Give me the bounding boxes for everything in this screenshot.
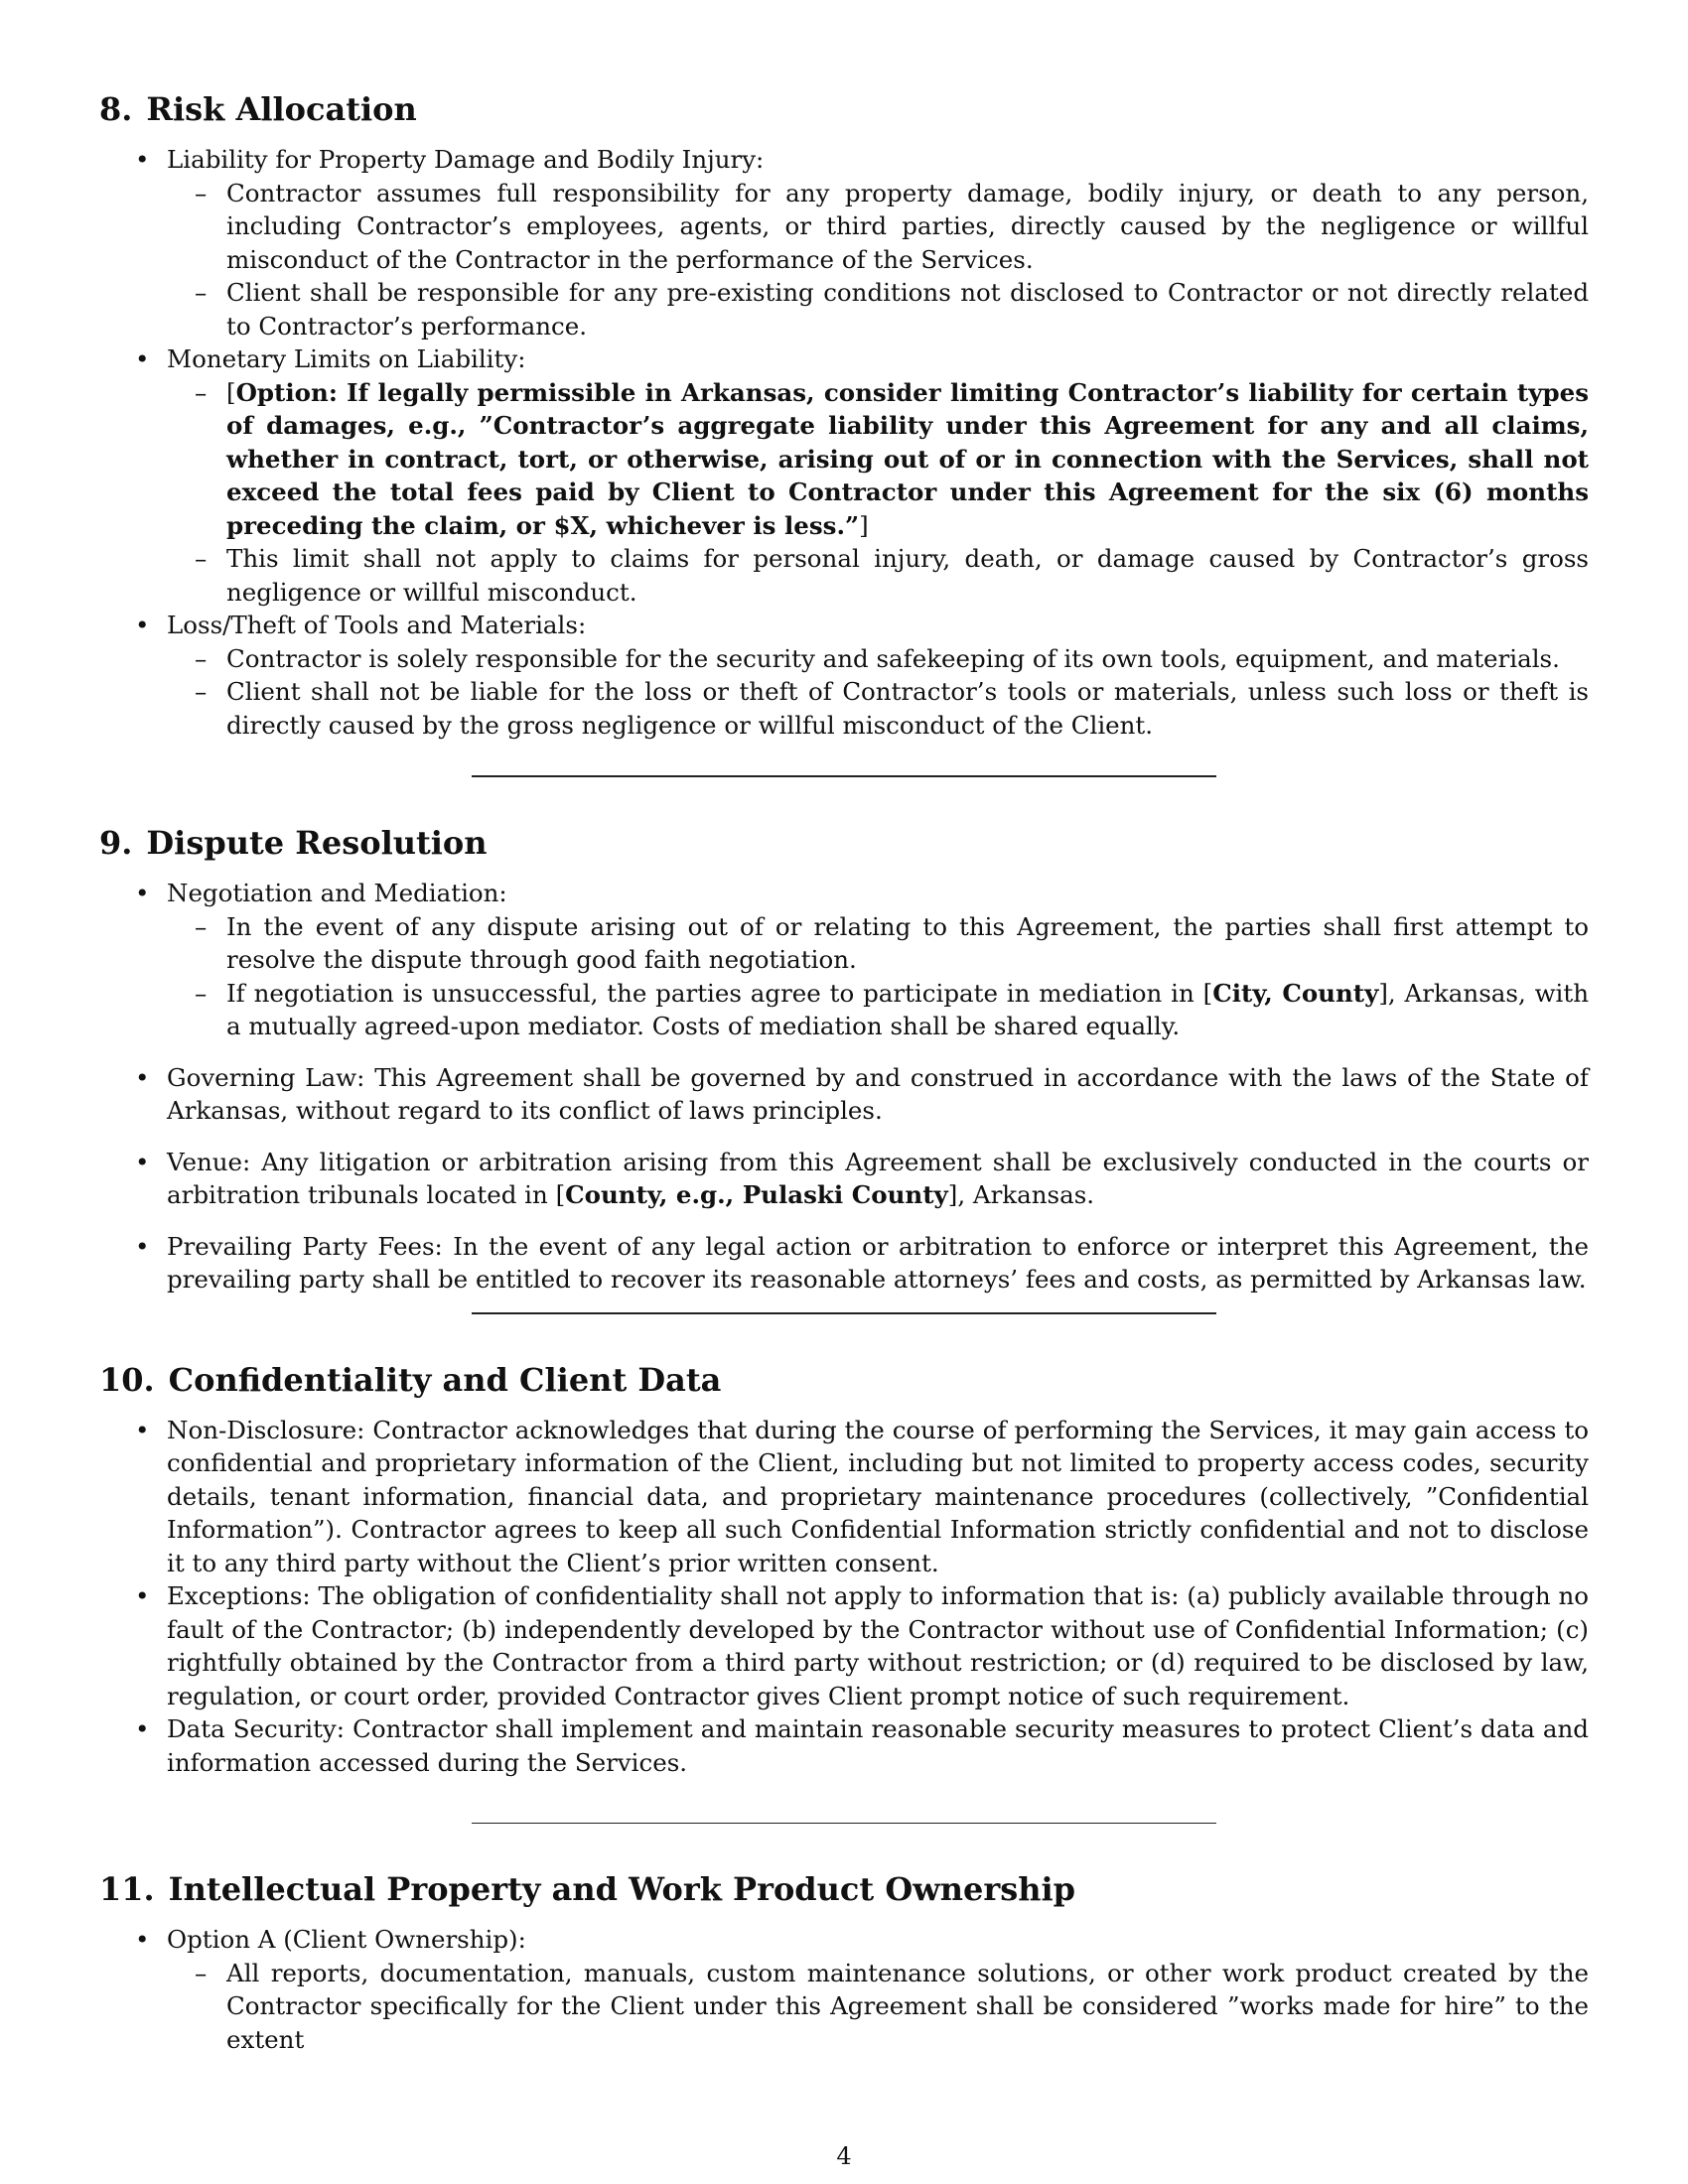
sub-list-item: – If negotiation is unsuccessful, the parties agree to participate in mediation in [City, County], Arkansas, with a mutually agreed-upon mediator. Costs of mediation shall be shared equally. — [165, 977, 1589, 1043]
sub-list-item: – All reports, documentation, manuals, custom maintenance solutions, or other work product created by the Contractor specifically for the Client under this Agreement shall be considered ”works made for hire” to the extent — [165, 1957, 1589, 2057]
sub-list-item: – This limit shall not apply to claims for personal injury, death, or damage caused by Contractor’s gross negligence or willful misconduct. — [165, 542, 1589, 609]
section-8-list — [99, 143, 1589, 742]
list-item: • Governing Law: This Agreement shall be governed by and construed in accordance with the laws of the State of Arkansas, without regard to its conflict of laws principles. — [99, 1061, 1589, 1128]
list-item: • Prevailing Party Fees: In the event of any legal action or arbitration to enforce or interpret this Agreement, the prevailing party shall be entitled to recover its reasonable attorneys’ fees and costs, as permitted by Arkansas law. — [99, 1230, 1589, 1297]
section-8-heading: 8. Risk Allocation — [99, 90, 417, 128]
section-divider — [472, 1823, 1216, 1824]
section-divider — [472, 775, 1216, 777]
section-11-list — [99, 1923, 1589, 2056]
list-item: • Data Security: Contractor shall implement and maintain reasonable security measures to protect Client’s data and information accessed during the Services. — [99, 1712, 1589, 1779]
section-9-list — [99, 877, 1589, 1297]
sub-list-item-option: – [Option: If legally permissible in Arkansas, consider limiting Contractor’s liability for certain types of damages, e.g., ”Contractor’s aggregate liability under this Agreement for any and all claims, whether in contract, tort, or otherwise, arising out of or in connection with the Services, shall not exceed the total fees paid by Client to Contractor under this Agreement for the six (6) months preceding the claim, or $X, whichever is less.”] — [165, 376, 1589, 543]
section-11-heading: 11. Intellectual Property and Work Product Ownership — [99, 1870, 1076, 1908]
list-item: • Liability for Property Damage and Bodily Injury: – Contractor assumes full responsibility for any property damage, bodily injury, or death to any person, including Contractor’s employees, agents, or third parties, directly caused by the negligence or willful misconduct of the Contractor in the performance of the Services. – Client shall be responsible for any pre-existing conditions not disclosed to Contractor or not directly related to Contractor’s performance. — [99, 143, 1589, 342]
list-item: • Monetary Limits on Liability: – [Option: If legally permissible in Arkansas, consider limiting Contractor’s liability for certain types of damages, e.g., ”Contractor’s aggregate liability under this Agreement for any and all claims, whether in contract, tort, or otherwise, arising out of or in connection with the Services, shall not exceed the total fees paid by Client to Contractor under this Agreement for the six (6) months preceding the claim, or $X, whichever is less.”] – This limit shall not apply to claims for personal injury, death, or damage caused by Contractor’s gross negligence or willful misconduct. — [99, 342, 1589, 609]
section-divider — [472, 1312, 1216, 1314]
sub-list-item: – Contractor assumes full responsibility for any property damage, bodily injury, or death to any person, including Contractor’s employees, agents, or third parties, directly caused by the negligence or willful misconduct of the Contractor in the performance of the Services. — [165, 177, 1589, 277]
list-item: • Option A (Client Ownership): – All reports, documentation, manuals, custom maintenance solutions, or other work product created by the Contractor specifically for the Client under this Agreement shall be considered ”works made for hire” to the extent — [99, 1923, 1589, 2056]
section-10-heading: 10. Confidentiality and Client Data — [99, 1360, 722, 1399]
page-number: 4 — [836, 2142, 852, 2170]
section-9-heading: 9. Dispute Resolution — [99, 824, 488, 862]
sub-list-item: – Contractor is solely responsible for the security and safekeeping of its own tools, equipment, and materials. — [165, 642, 1589, 676]
list-item: • Exceptions: The obligation of confidentiality shall not apply to information that is: (a) publicly available through no fault of the Contractor; (b) independently developed by the Contractor without use of Confidential Information; (c) rightfully obtained by the Contractor from a third party without restriction; or (d) required to be disclosed by law, regulation, or court order, provided Contractor gives Client prompt notice of such requirement. — [99, 1579, 1589, 1712]
list-item: • Negotiation and Mediation: – In the event of any dispute arising out of or relating to this Agreement, the parties shall first attempt to resolve the dispute through good faith negotiation. – If negotiation is unsuccessful, the parties agree to participate in mediation in [City, County], Arkansas, with a mutually agreed-upon mediator. Costs of mediation shall be shared equally. — [99, 877, 1589, 1043]
sub-list-item: – Client shall not be liable for the loss or theft of Contractor’s tools or materials, unless such loss or theft is directly caused by the gross negligence or willful misconduct of the Client. — [165, 675, 1589, 742]
sub-list-item: – In the event of any dispute arising out of or relating to this Agreement, the parties shall first attempt to resolve the dispute through good faith negotiation. — [165, 910, 1589, 977]
list-item: • Venue: Any litigation or arbitration arising from this Agreement shall be exclusively conducted in the courts or arbitration tribunals located in [County, e.g., Pulaski County], Arkansas. — [99, 1146, 1589, 1212]
document-page — [99, 89, 1589, 2056]
section-10-list — [99, 1414, 1589, 1780]
list-item: • Non-Disclosure: Contractor acknowledges that during the course of performing the Services, it may gain access to confidential and proprietary information of the Client, including but not limited to property access codes, security details, tenant information, financial data, and proprietary maintenance procedures (collectively, ”Confidential Information”). Contractor agrees to keep all such Confidential Information strictly confidential and not to disclose it to any third party without the Client’s prior written consent. — [99, 1414, 1589, 1580]
list-item: • Loss/Theft of Tools and Materials: – Contractor is solely responsible for the security and safekeeping of its own tools, equipment, and materials. – Client shall not be liable for the loss or theft of Contractor’s tools or materials, unless such loss or theft is directly caused by the gross negligence or willful misconduct of the Client. — [99, 609, 1589, 742]
sub-list-item: – Client shall be responsible for any pre-existing conditions not disclosed to Contractor or not directly related to Contractor’s performance. — [165, 276, 1589, 342]
